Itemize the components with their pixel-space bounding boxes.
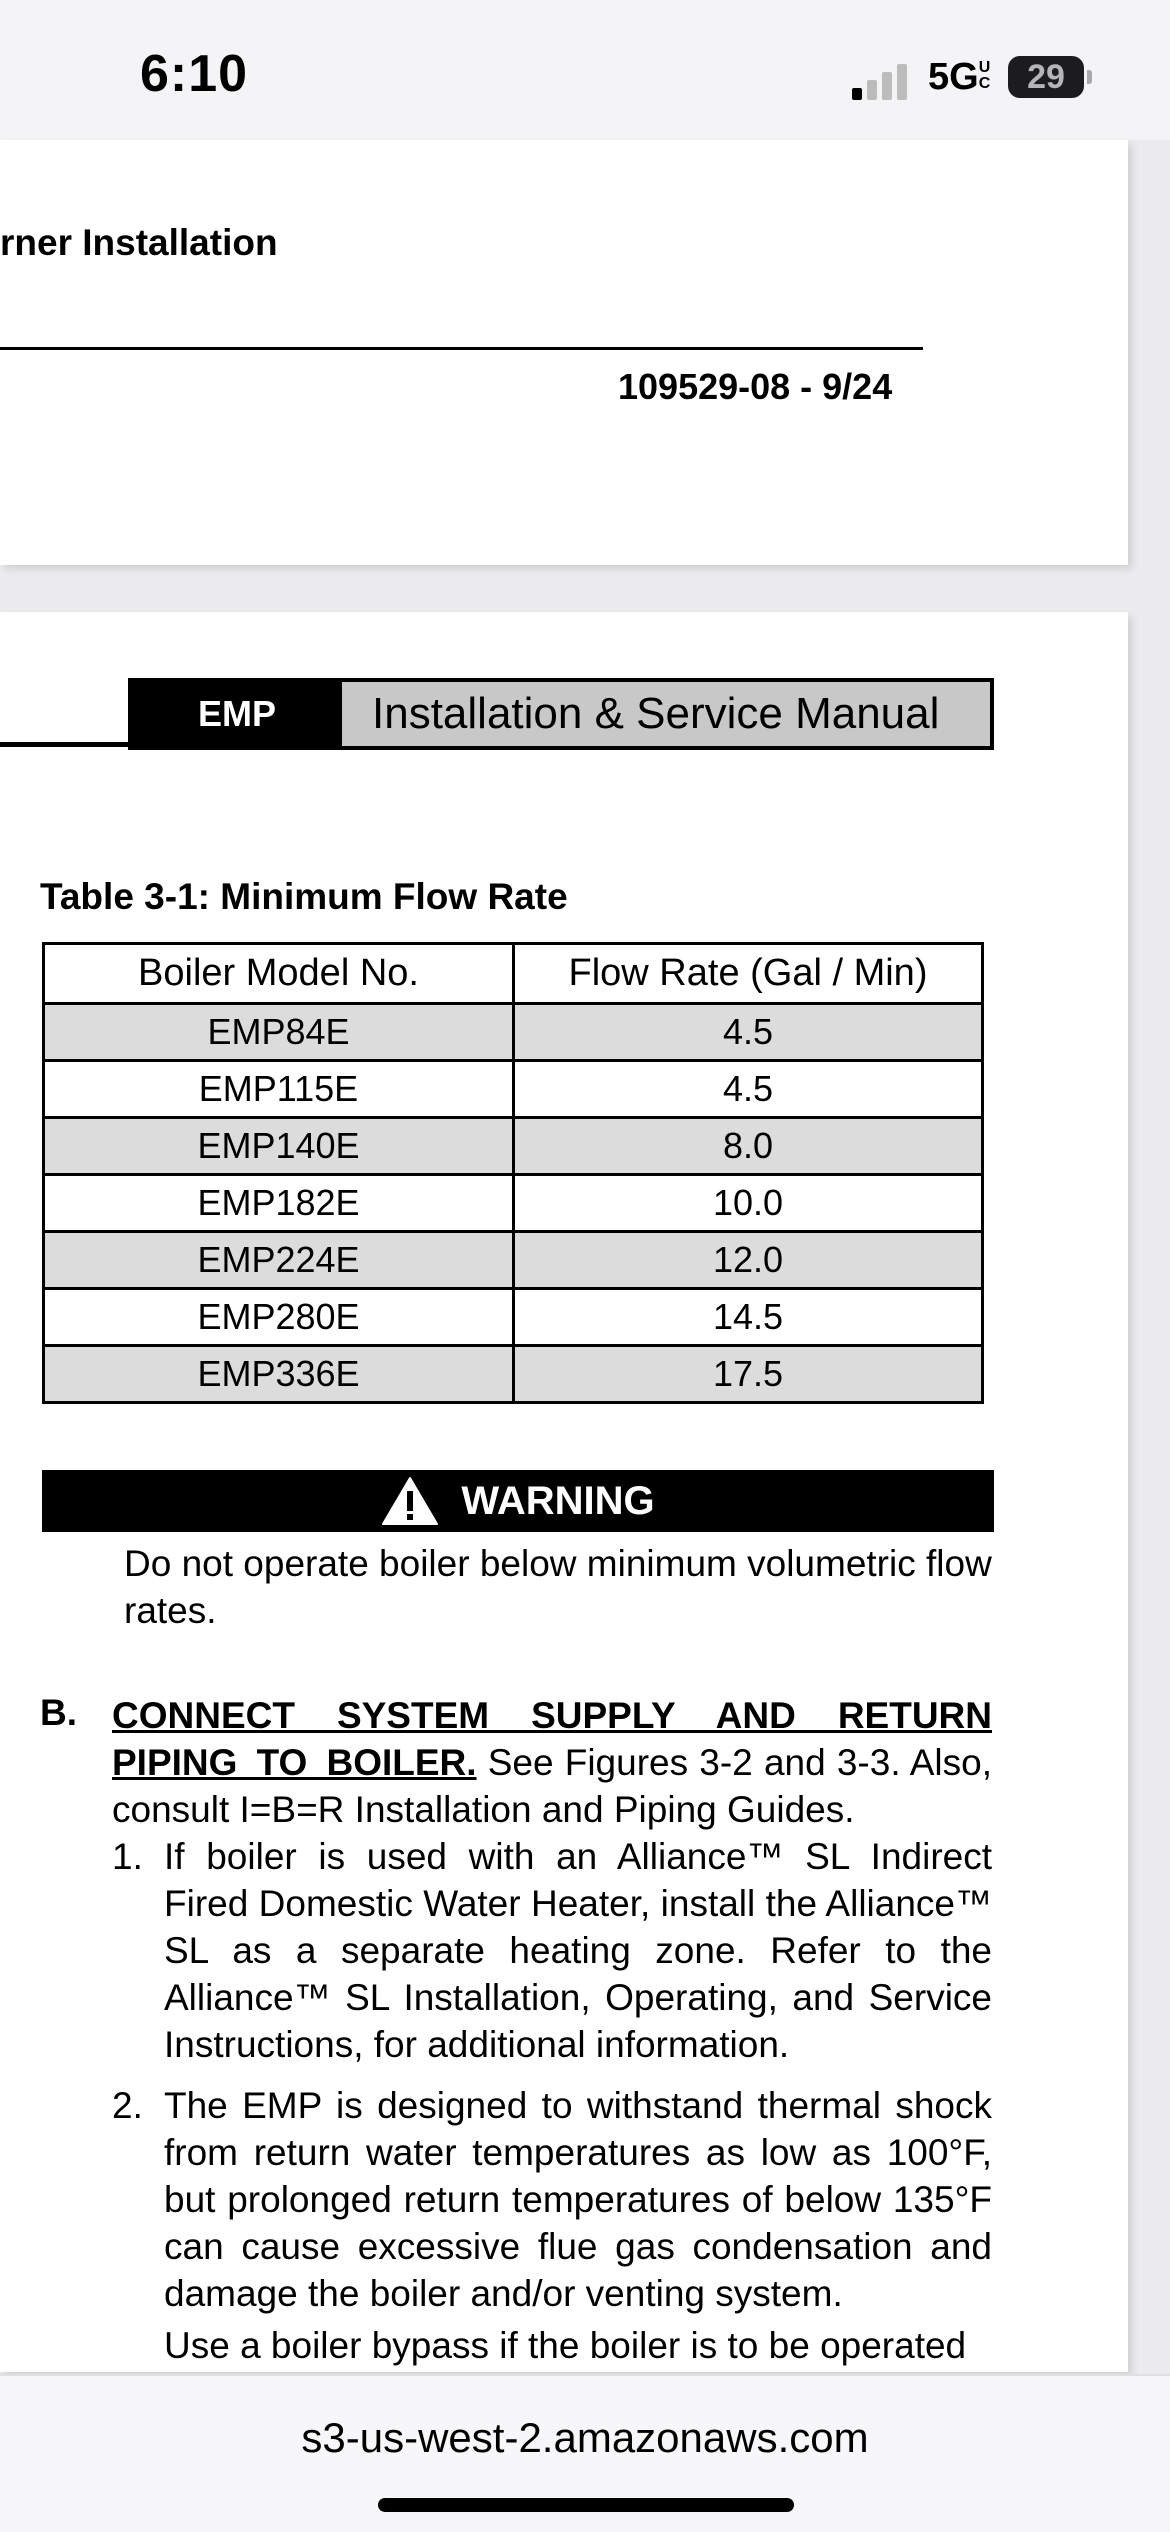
list-item-number: 1. bbox=[112, 1836, 143, 1877]
table-cell-flow: 8.0 bbox=[514, 1118, 983, 1175]
warning-label: WARNING bbox=[461, 1478, 655, 1523]
section-b-intro bbox=[112, 1692, 992, 1833]
warning-banner bbox=[42, 1470, 994, 1532]
page1-rule bbox=[0, 347, 923, 350]
table-row bbox=[44, 1346, 983, 1403]
section-heading: CONNECT SYSTEM SUPPLY AND RETURN PIPING TO BOILER. bbox=[112, 1695, 992, 1783]
network-type-label: 5G bbox=[928, 56, 979, 98]
table-cell-model: EMP182E bbox=[44, 1175, 514, 1232]
table-row bbox=[44, 1118, 983, 1175]
header-rule bbox=[0, 742, 128, 747]
battery-icon bbox=[1008, 56, 1084, 98]
network-type bbox=[928, 56, 993, 99]
section-letter: B. bbox=[40, 1692, 77, 1733]
table-row bbox=[44, 1061, 983, 1118]
home-indicator[interactable] bbox=[378, 2498, 794, 2512]
table-cell-model: EMP280E bbox=[44, 1289, 514, 1346]
table-row bbox=[44, 1004, 983, 1061]
table-cell-flow: 4.5 bbox=[514, 1004, 983, 1061]
cellular-signal-icon bbox=[852, 60, 912, 100]
table-cell-flow: 4.5 bbox=[514, 1061, 983, 1118]
table-cell-flow: 17.5 bbox=[514, 1346, 983, 1403]
table-cell-flow: 14.5 bbox=[514, 1289, 983, 1346]
table-row bbox=[44, 1232, 983, 1289]
status-time: 6:10 bbox=[140, 45, 249, 103]
table-cell-model: EMP140E bbox=[44, 1118, 514, 1175]
manual-header bbox=[128, 678, 994, 750]
list-item-number: 2. bbox=[112, 2085, 143, 2126]
table-cell-model: EMP84E bbox=[44, 1004, 514, 1061]
table-title: Table 3-1: Minimum Flow Rate bbox=[40, 876, 568, 917]
table-cell-flow: 12.0 bbox=[514, 1232, 983, 1289]
table-header-row bbox=[44, 944, 983, 1004]
warning-text: Do not operate boiler below minimum volumetric flow rates. bbox=[124, 1543, 992, 1631]
flow-rate-table bbox=[42, 942, 984, 1404]
document-page-1 bbox=[0, 140, 1128, 565]
doc-number: 109529-08 - 9/24 bbox=[618, 366, 893, 407]
manual-header-model: EMP bbox=[197, 693, 276, 734]
battery-level: 29 bbox=[1027, 58, 1065, 96]
table-cell-model: EMP115E bbox=[44, 1061, 514, 1118]
table-cell-flow: 10.0 bbox=[514, 1175, 983, 1232]
url-text[interactable]: s3-us-west-2.amazonaws.com bbox=[301, 2414, 869, 2461]
manual-header-title: Installation & Service Manual bbox=[342, 682, 990, 746]
list-item-text: If boiler is used with an Alliance™ SL Indirect Fired Domestic Water Heater, install the Alliance™ SL as a separate heating zone. Refer to the Alliance™ SL Installation, Operating, and Service Instructions, for additional information. bbox=[164, 1836, 992, 2065]
table-row bbox=[44, 1175, 983, 1232]
list-item-text: The EMP is designed to withstand thermal shock from return water temperatures as low as 100°F, but prolonged return temperatures of below 135°F can cause excessive flue gas condensation and damage the boiler and/or venting system. bbox=[164, 2085, 992, 2314]
trailing-text: Use a boiler bypass if the boiler is to be operated bbox=[164, 2325, 967, 2366]
table-header-cell: Boiler Model No. bbox=[44, 944, 514, 1004]
section-intro-text: See Figures 3-2 and 3-3. Also, consult I=B=R Installation and Piping Guides. bbox=[112, 1742, 992, 1830]
network-type-superscript: UC bbox=[978, 59, 991, 92]
warning-triangle-icon bbox=[381, 1476, 439, 1526]
table-cell-model: EMP336E bbox=[44, 1346, 514, 1403]
table-header-cell: Flow Rate (Gal / Min) bbox=[514, 944, 983, 1004]
battery-tip bbox=[1087, 70, 1092, 84]
table-row bbox=[44, 1289, 983, 1346]
table-cell-model: EMP224E bbox=[44, 1232, 514, 1289]
status-bar bbox=[0, 0, 1170, 140]
page1-title: rner Installation bbox=[0, 222, 278, 263]
